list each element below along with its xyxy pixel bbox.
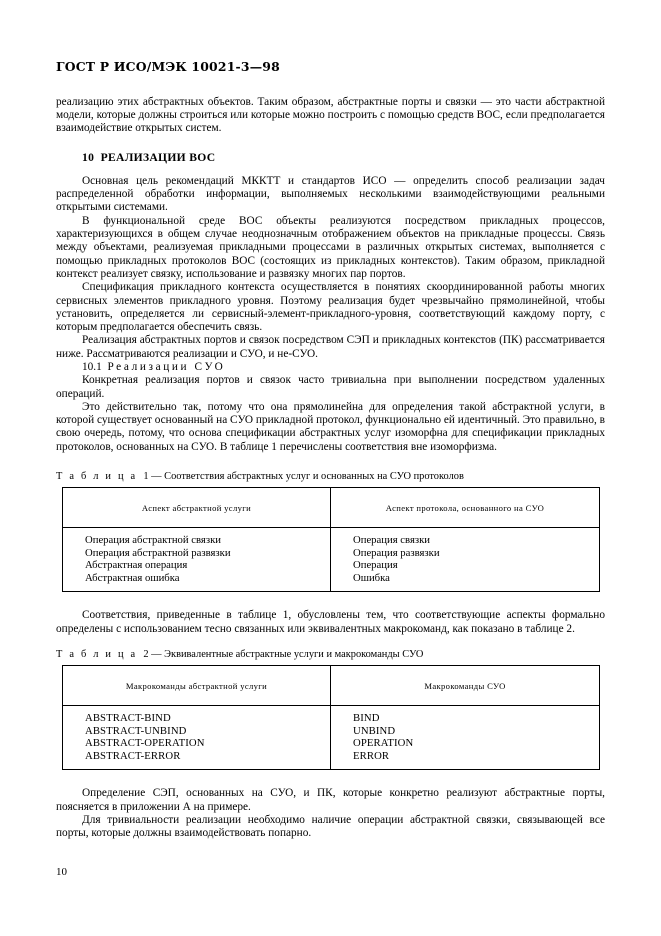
table-1-col2-line-4: Ошибка <box>353 571 390 584</box>
table-1-col1-line-4: Абстрактная ошибка <box>85 571 180 584</box>
paragraph-5: Конкретная реализация портов и связок часто тривиальна при выполнении посредством удаленных операций. <box>56 374 605 400</box>
paragraph-4: Реализация абстрактных портов и связок посредством СЭП и прикладных контекстов (ПК) рассматривается ниже. Рассматриваются реализации и СУО, и не-СУО. <box>56 334 605 360</box>
table-2-col2-line-3: OPERATION <box>353 737 414 750</box>
subsection-heading <box>56 361 605 374</box>
table-1-caption-text: — Соответствия абстрактных услуг и основанных на СУО протоколов <box>151 471 464 483</box>
table-2-body-row <box>63 706 600 770</box>
table-2-caption-text: — Эквивалентные абстрактные услуги и макрокоманды СУО <box>151 649 424 661</box>
table-2 <box>62 665 600 770</box>
intro-paragraph: реализацию этих абстрактных объектов. Таким образом, абстрактные порты и связки — это части абстрактной модели, которые должны строиться или которые можно построить с помощью средств ВОС, если предполагается взаимодействие открытых систем. <box>56 95 605 135</box>
table-1-col2-line-3: Операция <box>353 559 398 572</box>
table-2-col1-line-1: ABSTRACT-BIND <box>85 712 171 725</box>
table-1-header-cell-2: Аспект протокола, основанного на СУО <box>331 488 600 528</box>
table-2-col1-line-2: ABSTRACT-UNBIND <box>85 724 187 737</box>
table-1-col1-line-1: Операция абстрактной связки <box>85 534 221 547</box>
table-1-col2-line-2: Операция развязки <box>353 546 440 559</box>
table-2-col1-line-4: ABSTRACT-ERROR <box>85 749 181 762</box>
table-2-header-cell-2: Макрокоманды СУО <box>331 666 600 706</box>
table-1 <box>62 487 600 592</box>
document-header-standard-number: ГОСТ Р ИСО/МЭК 10021-3—98 <box>56 59 280 74</box>
spacer-before-table-1 <box>56 454 605 471</box>
table-2-caption-label: Т а б л и ц а <box>56 649 138 661</box>
spacer-before-table-2 <box>56 636 605 649</box>
spacer-after-table-2 <box>56 770 605 787</box>
paragraph-2: В функциональной среде ВОС объекты реализуются посредством прикладных процессов, характеризующихся в общем случае неоднозначным отображением объектов на прикладные процессы. Связь между объектами, реализуемая прикладными процессами в различных открытых системах, выполняется с помощью прикладных протоколов ВОС (состоящих из прикладных контекстов). Таким образом, прикладной контекст реализует связку, использование и развязку многих пар портов. <box>56 214 605 280</box>
table-2-col2-line-1: BIND <box>353 712 380 725</box>
table-1-body-row <box>63 528 600 592</box>
paragraph-3: Спецификация прикладного контекста осуществляется в понятиях скоординированной работы многих сервисных элементов прикладного уровня. Поэтому реализация будет чрезвычайно прямолинейной, чтобы установить, определяется ли сервисный-элемент-прикладного-уровня, соответствующий каждому порту, с которым предполагается обеспечить связь. <box>56 281 605 334</box>
table-2-cell-macros-abstract <box>63 706 331 770</box>
table-2-caption-number: 2 <box>143 649 149 661</box>
table-1-col2-line-1: Операция связки <box>353 534 430 547</box>
section-number: 10 <box>82 150 95 164</box>
section-title: РЕАЛИЗАЦИИ ВОС <box>100 150 216 164</box>
table-1-cell-aspects-protocol <box>331 528 600 592</box>
page-number: 10 <box>56 866 67 878</box>
subsection-number: 10.1 <box>82 360 102 373</box>
spacer-after-table-1 <box>56 592 605 609</box>
closing-paragraph-2: Для тривиальности реализации необходимо наличие операции абстрактной связки, связывающей все порты, которые должны взаимодействовать попарно. <box>56 814 605 840</box>
table-2-col2-line-4: ERROR <box>353 749 390 762</box>
paragraph-between-tables: Соответствия, приведенные в таблице 1, обусловлены тем, что соответствующие аспекты формально определены с использованием тесно связанных или эквивалентных макрокоманд, как показано в таблице 2. <box>56 609 605 635</box>
section-heading <box>56 151 605 164</box>
table-2-col1-line-3: ABSTRACT-OPERATION <box>85 737 205 750</box>
table-1-header-row <box>63 488 600 528</box>
table-2-caption <box>56 649 605 661</box>
table-1-cell-aspects-abstract <box>63 528 331 592</box>
table-1-caption-number: 1 <box>143 471 149 483</box>
closing-paragraph-1: Определение СЭП, основанных на СУО, и ПК, которые конкретно реализуют абстрактные порты, поясняется в приложении А на примере. <box>56 787 605 813</box>
paragraph-6: Это действительно так, потому что она прямолинейна для определения такой абстрактной услуги, в которой существует основанный на СУО прикладной протокол, функционально ей идентичный. Это правильно, в свою очередь, потому, что основа спецификации абстрактных услуг изоморфна для спецификации прикладных протоколов, основанных на СУО. В таблице 1 перечислены соответствия вне изоморфизма. <box>56 400 605 453</box>
table-1-caption <box>56 471 605 483</box>
table-1-col1-line-3: Абстрактная операция <box>85 559 188 572</box>
table-1-caption-label: Т а б л и ц а <box>56 471 138 483</box>
table-2-header-row <box>63 666 600 706</box>
table-2-col2-line-2: UNBIND <box>353 724 396 737</box>
paragraph-1: Основная цель рекомендаций МККТТ и стандартов ИСО — определить способ реализации задач распределенной обработки информации, выполняемых несколькими взаимодействующими реальными открытыми системами. <box>56 174 605 214</box>
table-2-header-cell-1: Макрокоманды абстрактной услуги <box>63 666 331 706</box>
page-content <box>56 60 605 841</box>
subsection-title: Реализации СУО <box>107 360 226 373</box>
table-1-header-cell-1: Аспект абстрактной услуги <box>63 488 331 528</box>
table-1-col1-line-2: Операция абстрактной развязки <box>85 546 231 559</box>
table-2-cell-macros-rose <box>331 706 600 770</box>
